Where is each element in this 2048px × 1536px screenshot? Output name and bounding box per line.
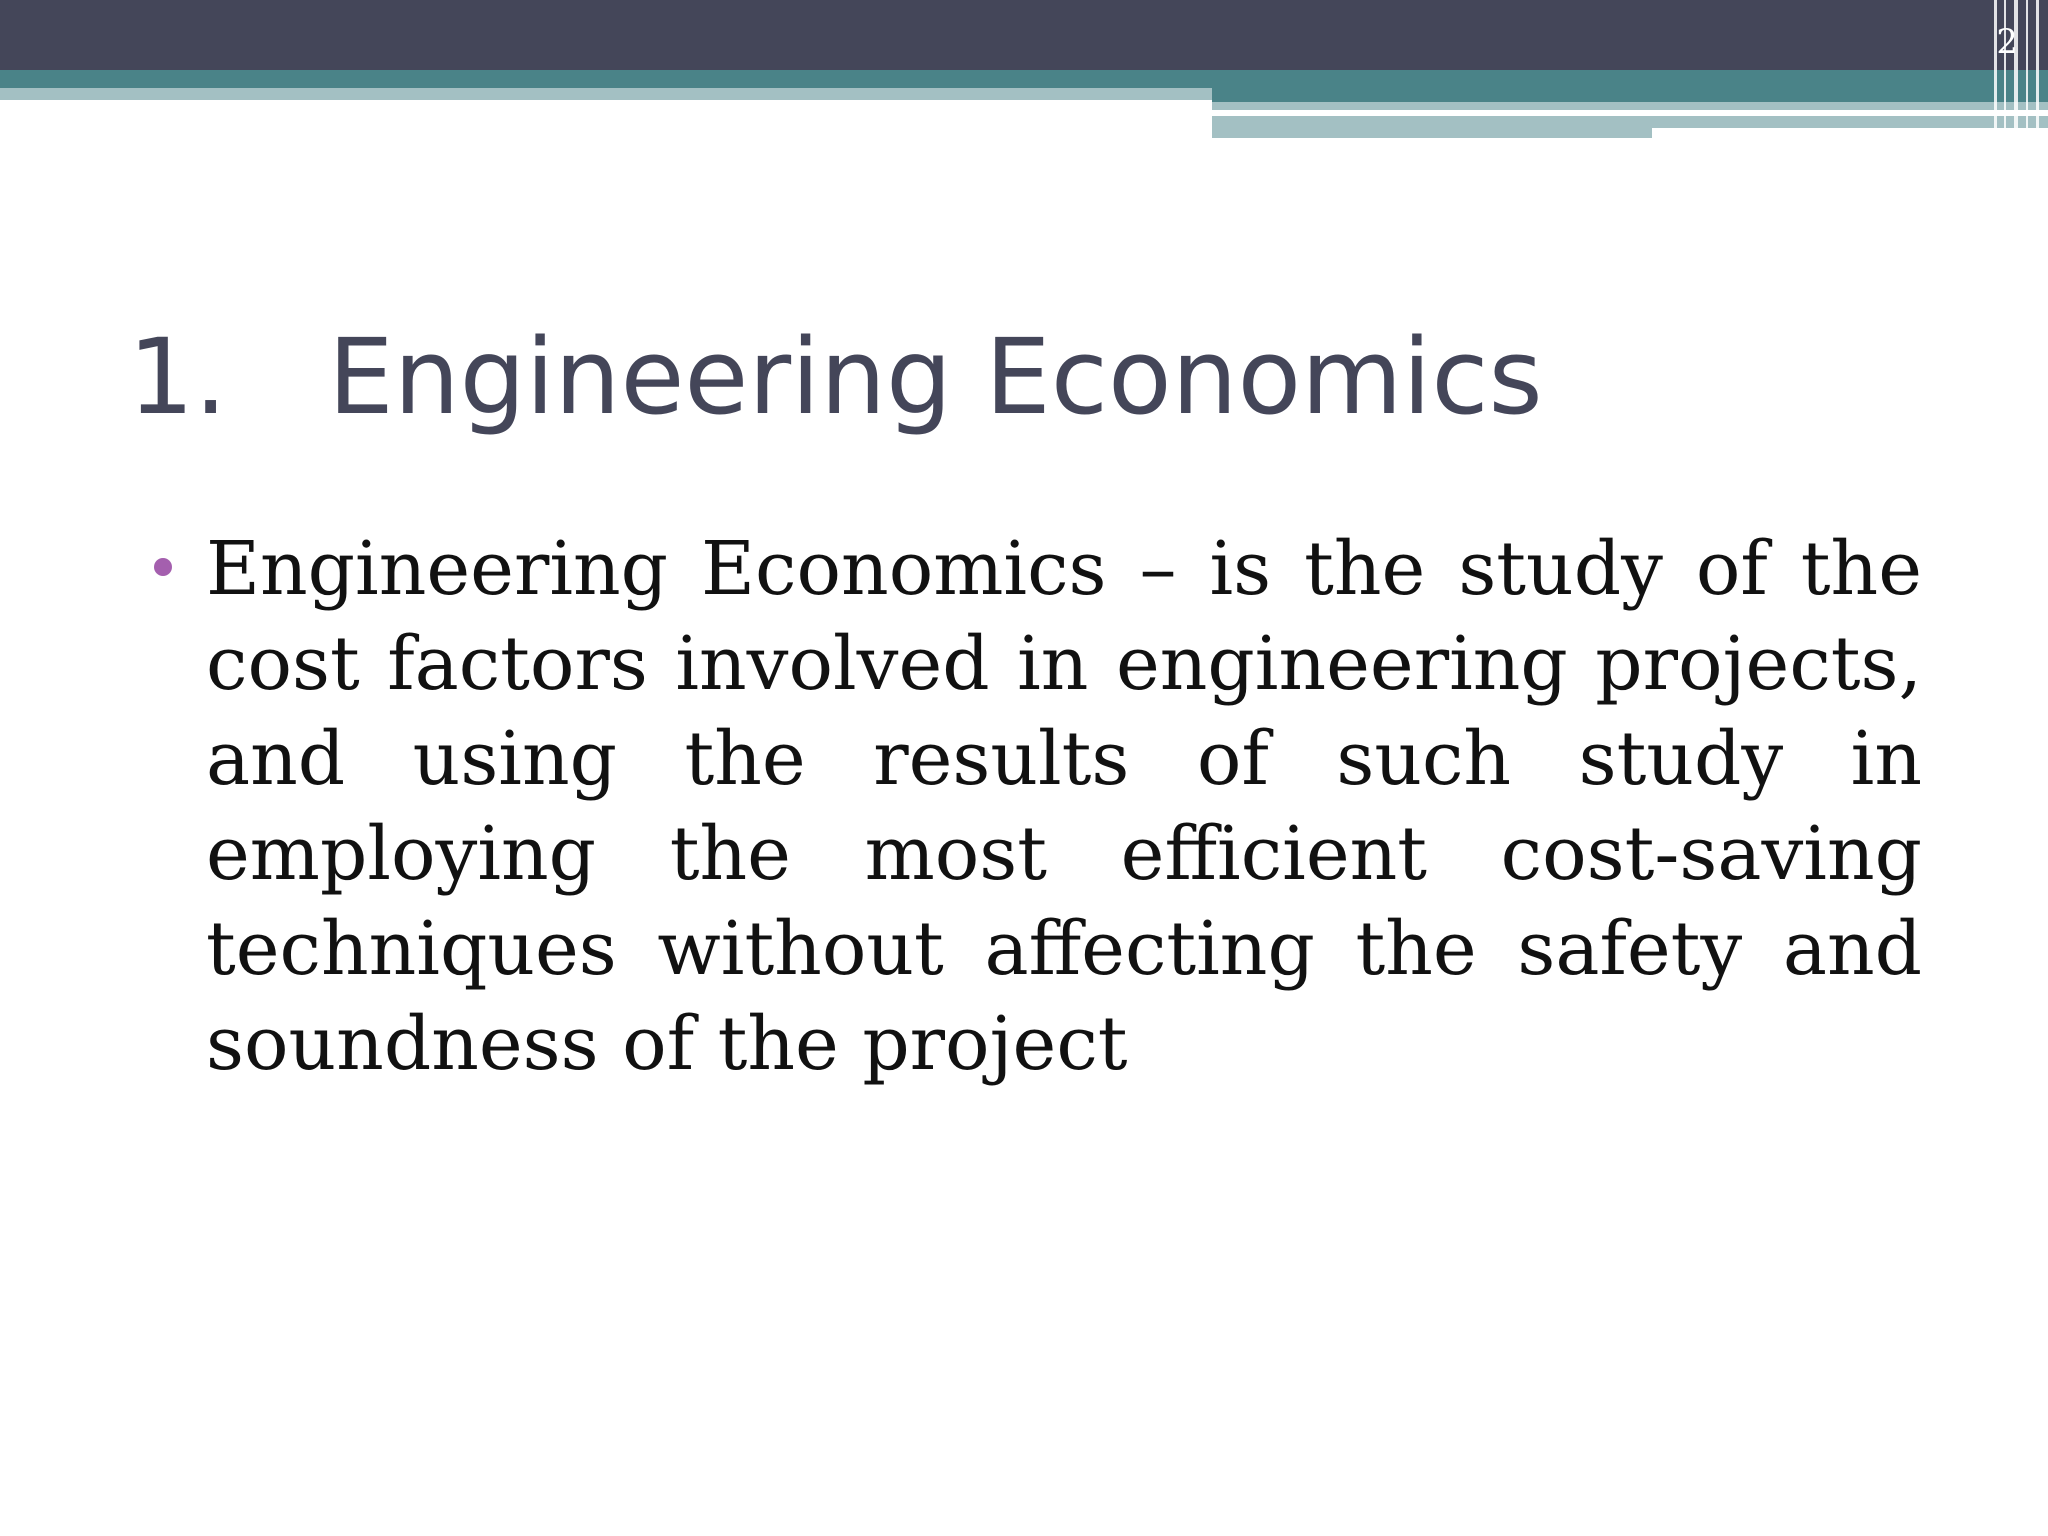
header-bar-light-right-3 <box>1212 128 1652 138</box>
title-text: Engineering Economics <box>328 316 1543 438</box>
bullet-text: Engineering Economics – is the study of the cost factors involved in engineering projects, and using the results of such study in employing the most efficient cost-saving techniques without affecting the safety and soundness of the project <box>206 526 1922 1087</box>
title-number: 1. <box>128 316 228 438</box>
bullet-dot-icon <box>154 558 172 576</box>
header-bar-light-left <box>0 88 1212 100</box>
header-bar-dark <box>0 0 2048 70</box>
bullet-item <box>148 522 1922 1092</box>
header-bar-teal-left <box>0 70 1212 88</box>
bullet-list <box>148 522 1922 1092</box>
header-bar-light-right-2 <box>1212 116 2048 128</box>
slide-number: 2 <box>1996 22 2018 62</box>
slide-title <box>128 318 1543 438</box>
header-bar-light-right <box>1212 102 2048 110</box>
header-bar-teal-right <box>1212 70 2048 102</box>
header-vertical-stripes <box>1990 0 2048 138</box>
